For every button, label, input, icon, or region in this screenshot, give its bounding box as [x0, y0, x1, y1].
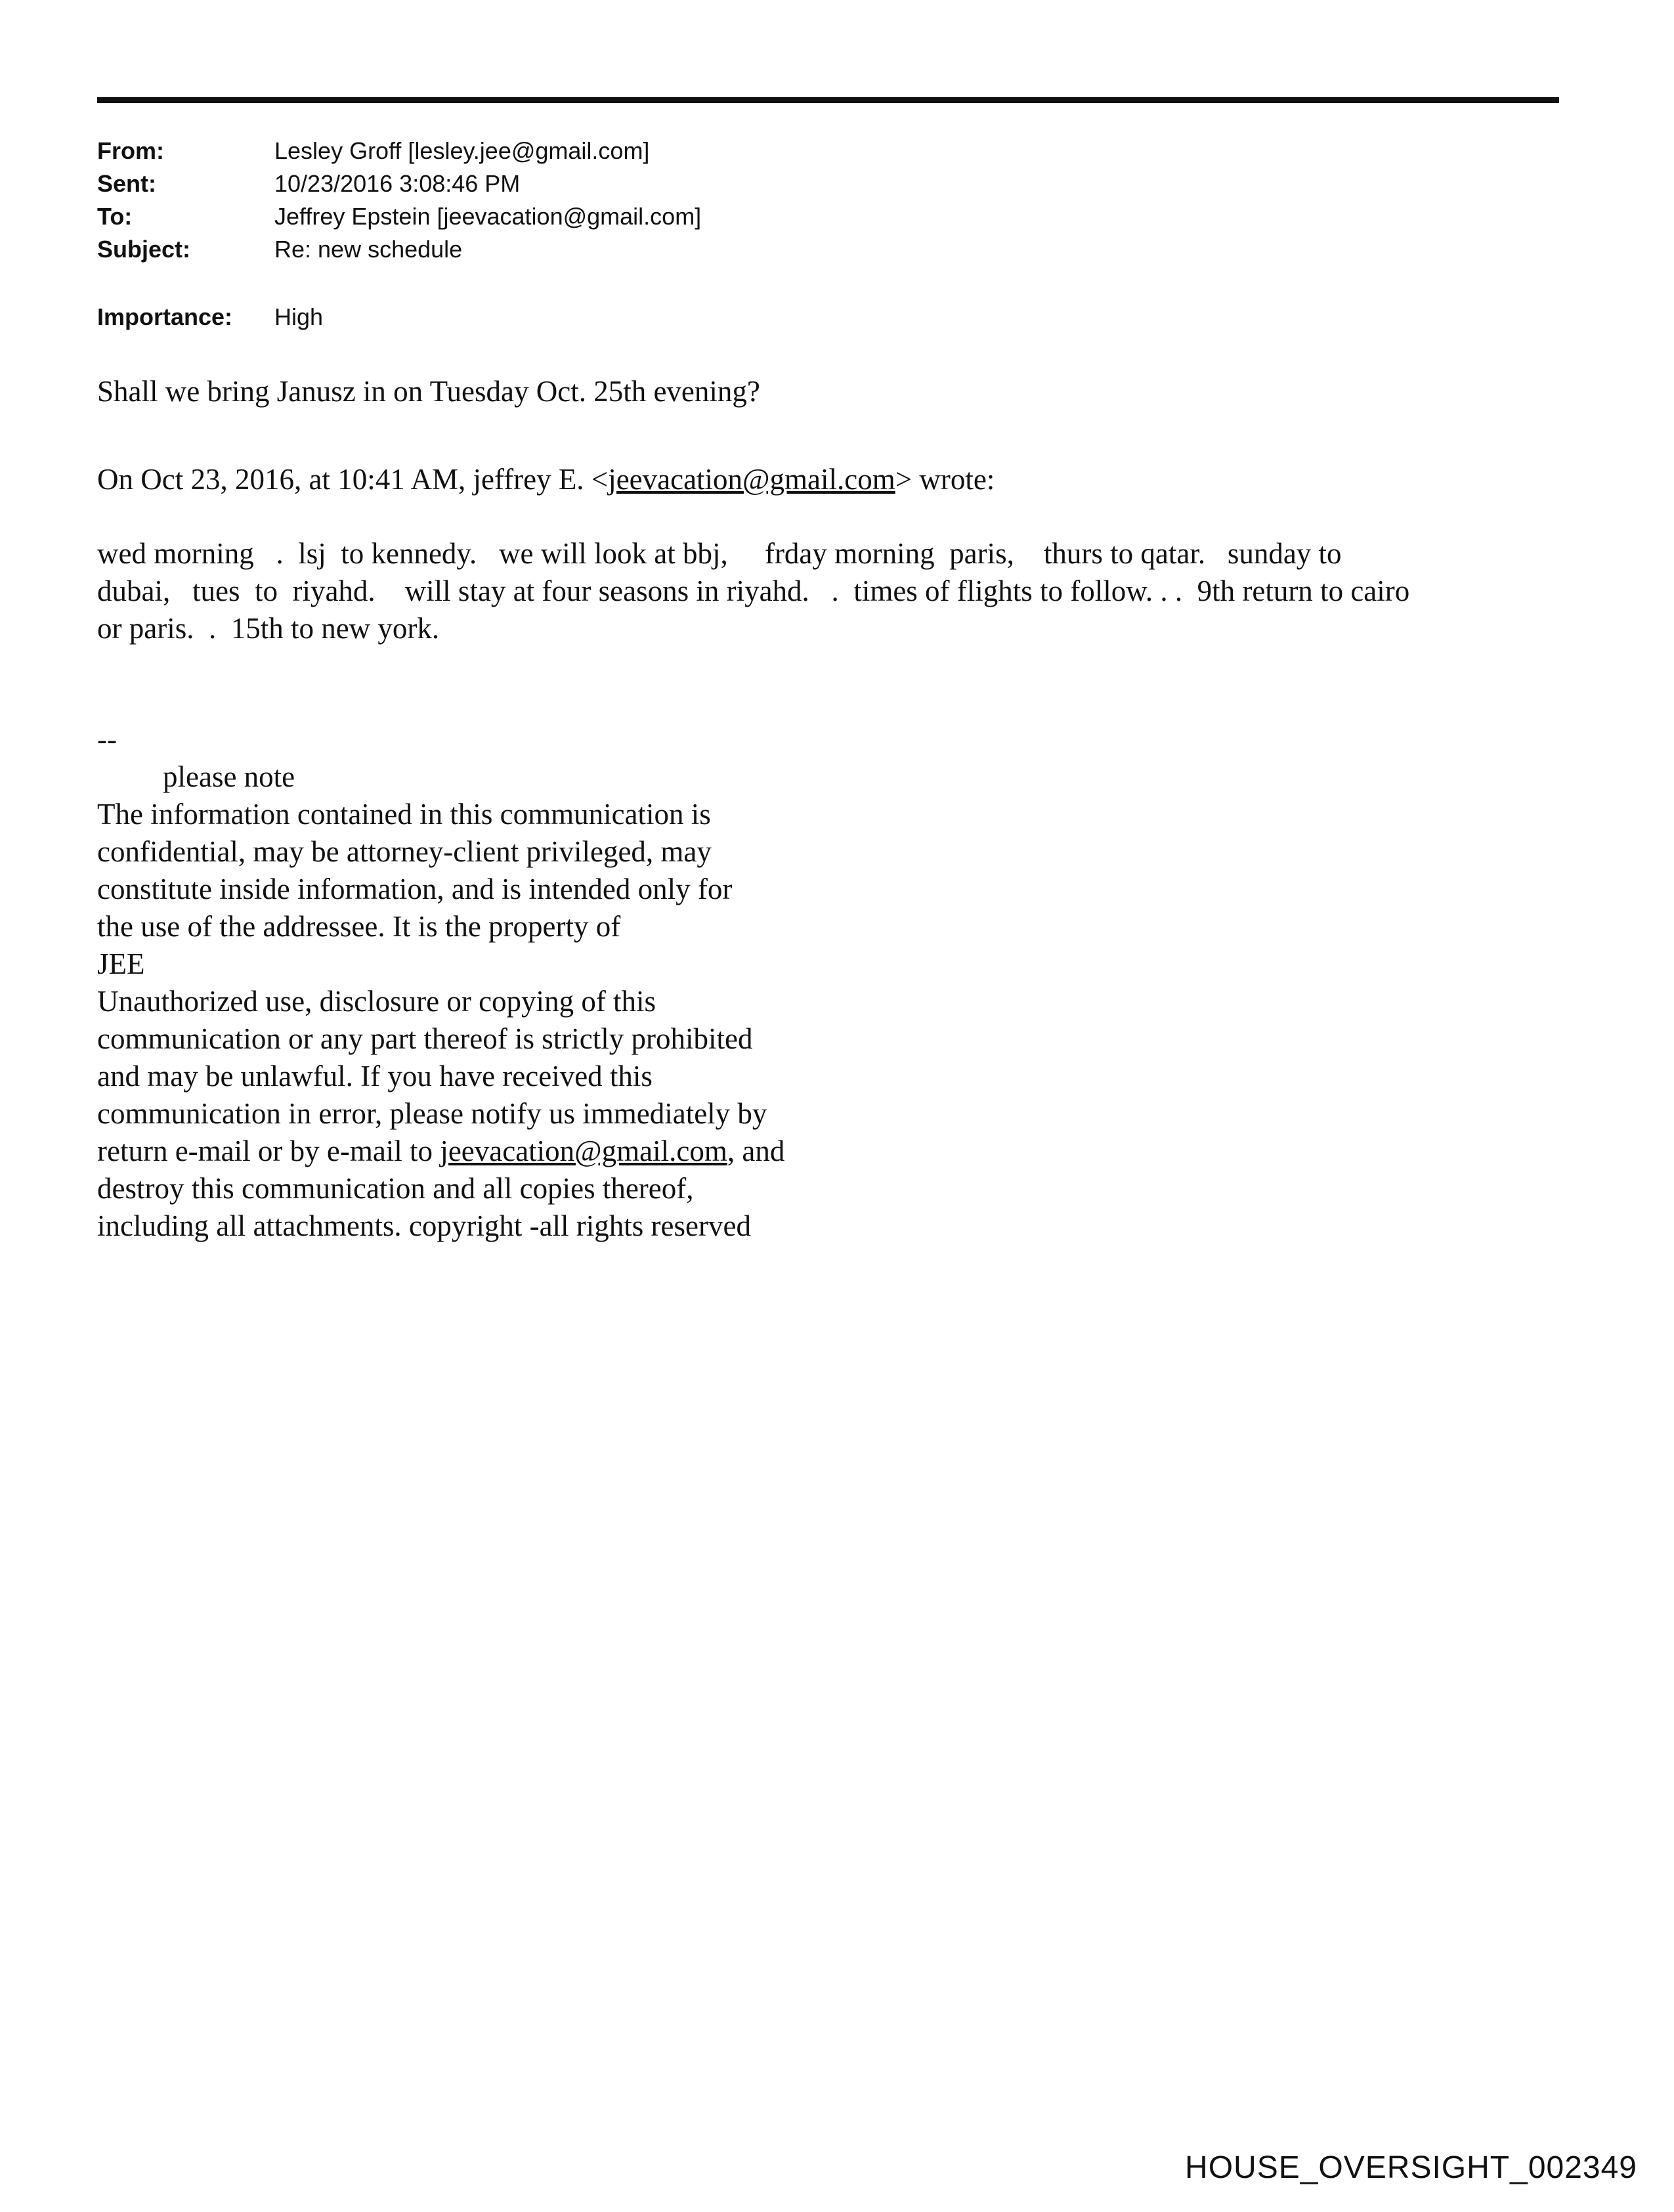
disclaimer-line-4: the use of the addressee. It is the property of — [97, 910, 621, 943]
reply-text: Shall we bring Janusz in on Tuesday Oct. 25th evening? — [97, 375, 760, 408]
schedule-line-3: or paris. . 15th to new york. — [97, 612, 440, 645]
schedule-line-1: wed morning . lsj to kennedy. we will look at bbj, frday morning paris, thurs to qatar. sunday to — [97, 537, 1342, 570]
return-email-link[interactable]: jeevacation@gmail.com — [440, 1135, 727, 1167]
disclaimer-line-3: constitute inside information, and is intended only for — [97, 873, 733, 905]
signature-dashes: -- — [97, 723, 117, 756]
header-divider — [97, 97, 1559, 103]
subject-value: Re: new schedule — [274, 236, 463, 263]
disclaimer-return-line — [97, 1133, 784, 1170]
disclaimer-line-7: communication or any part thereof is strictly prohibited — [97, 1022, 753, 1055]
sent-value: 10/23/2016 3:08:46 PM — [274, 170, 521, 197]
signature-please-note: please note — [163, 760, 295, 793]
disclaimer-line-2: confidential, may be attorney-client privileged, may — [97, 835, 712, 868]
schedule-line-2: dubai, tues to riyahd. will stay at four seasons in riyahd. . times of flights to follow. . . 9th return to cairo — [97, 575, 1410, 607]
from-value: Lesley Groff [lesley.jee@gmail.com] — [274, 137, 650, 164]
quote-intro — [97, 461, 995, 498]
quote-intro-prefix: On Oct 23, 2016, at 10:41 AM, jeffrey E. < — [97, 463, 609, 496]
disclaimer-line-1: The information contained in this communication is — [97, 798, 711, 831]
importance-label: Importance: — [97, 303, 233, 330]
to-label: To: — [97, 203, 133, 230]
from-label: From: — [97, 137, 164, 164]
return-suffix: , and — [727, 1135, 785, 1167]
disclaimer-line-12: including all attachments. copyright -all rights reserved — [97, 1209, 751, 1242]
disclaimer-line-6: Unauthorized use, disclosure or copying of this — [97, 985, 656, 1018]
importance-value: High — [274, 303, 324, 330]
disclaimer-line-8: and may be unlawful. If you have received this — [97, 1060, 653, 1093]
disclaimer-line-9: communication in error, please notify us immediately by — [97, 1097, 767, 1130]
document-id: HOUSE_OVERSIGHT_002349 — [1185, 2150, 1637, 2185]
sent-label: Sent: — [97, 170, 156, 197]
importance-row — [97, 301, 622, 334]
to-value: Jeffrey Epstein [jeevacation@gmail.com] — [274, 203, 702, 230]
disclaimer-line-11: destroy this communication and all copies thereof, — [97, 1172, 694, 1205]
disclaimer-line-5: JEE — [97, 947, 145, 980]
quote-intro-email-link[interactable]: jeevacation@gmail.com — [608, 463, 895, 496]
subject-label: Subject: — [97, 236, 191, 263]
return-prefix: return e-mail or by e-mail to — [97, 1135, 440, 1167]
quote-intro-suffix: > wrote: — [895, 463, 995, 496]
